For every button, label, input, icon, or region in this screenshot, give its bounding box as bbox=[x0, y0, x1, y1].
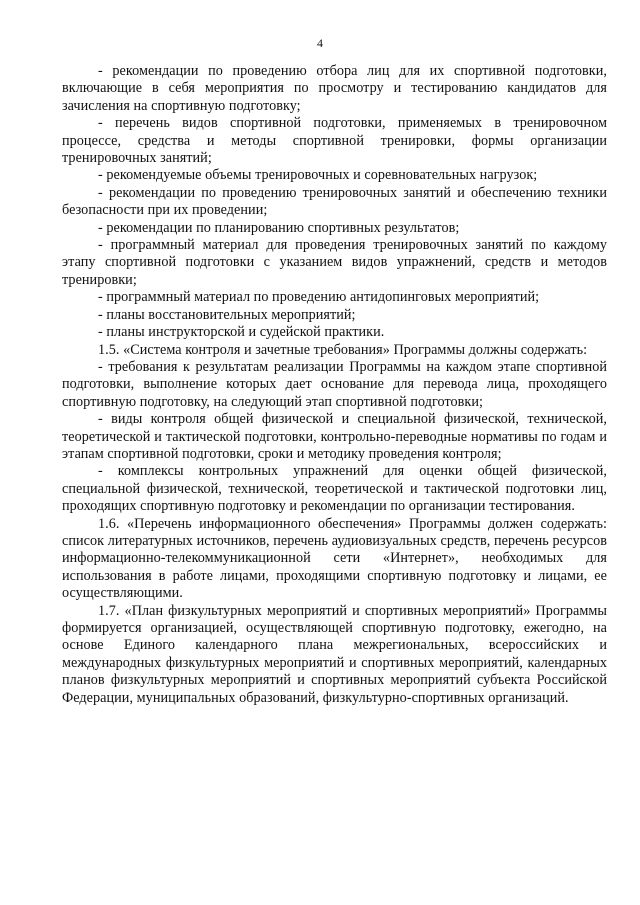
document-body bbox=[62, 63, 607, 707]
paragraph: - требования к результатам реализации Программы на каждом этапе спортивной подготовки, выполнение которых дает основание для перевода лица, проходящего спортивную подготовку, на следующий этап спортивной подготовки; bbox=[62, 358, 607, 410]
paragraph: - комплексы контрольных упражнений для оценки общей физической, специальной физической, технической, теоретической и тактической подготовки лиц, проходящих спортивную подготовку и рекомендации по организации тестирования. bbox=[62, 463, 607, 515]
page-number: 4 bbox=[317, 36, 323, 50]
paragraph: - рекомендации по проведению тренировочных занятий и обеспечению техники безопасности при их проведении; bbox=[62, 184, 607, 219]
paragraph: - виды контроля общей физической и специальной физической, технической, теоретической и тактической подготовки, контрольно-переводные нормативы по годам и этапам спортивной подготовки, сроки и методику проведения контроля; bbox=[62, 411, 607, 462]
paragraph: - программный материал для проведения тренировочных занятий по каждому этапу спортивной подготовки с указанием видов упражнений, средств и методов тренировки; bbox=[62, 237, 607, 288]
section-heading-paragraph: 1.5. «Система контроля и зачетные требования» Программы должны содержать: bbox=[98, 341, 588, 358]
paragraph: - планы восстановительных мероприятий; bbox=[98, 306, 356, 323]
paragraph: - рекомендации по планированию спортивных результатов; bbox=[98, 219, 460, 236]
section-heading-paragraph: 1.7. «План физкультурных мероприятий и спортивных мероприятий» Программы формируется организацией, осуществляющей спортивную подготовку, ежегодно, на основе Единого календарного плана межрегиональных, всероссийских и международных физкультурных мероприятий и спортивных мероприятий, календарных планов физкультурных мероприятий и спортивных мероприятий субъекта Российской Федерации, муниципальных образований, физкультурно-спортивных организаций. bbox=[62, 602, 607, 706]
paragraph: - программный материал по проведению антидопинговых мероприятий; bbox=[98, 289, 540, 306]
paragraph: - рекомендуемые объемы тренировочных и соревновательных нагрузок; bbox=[98, 167, 538, 184]
section-heading-paragraph: 1.6. «Перечень информационного обеспечения» Программы должен содержать: список литературных источников, перечень аудиовизуальных средств, перечень ресурсов информационно-телекоммуникационной сети «Интернет», необходимых для использования в работе лицами, проходящими спортивную подготовку и лицами, ее осуществляющими. bbox=[62, 515, 607, 602]
paragraph: - перечень видов спортивной подготовки, применяемых в тренировочном процессе, средства и методы спортивной тренировки, формы организации тренировочных занятий; bbox=[62, 115, 607, 167]
paragraph: - планы инструкторской и судейской практики. bbox=[98, 324, 385, 341]
paragraph: - рекомендации по проведению отбора лиц для их спортивной подготовки, включающие в себя мероприятия по просмотру и тестированию кандидатов для зачисления на спортивную подготовку; bbox=[62, 63, 607, 114]
